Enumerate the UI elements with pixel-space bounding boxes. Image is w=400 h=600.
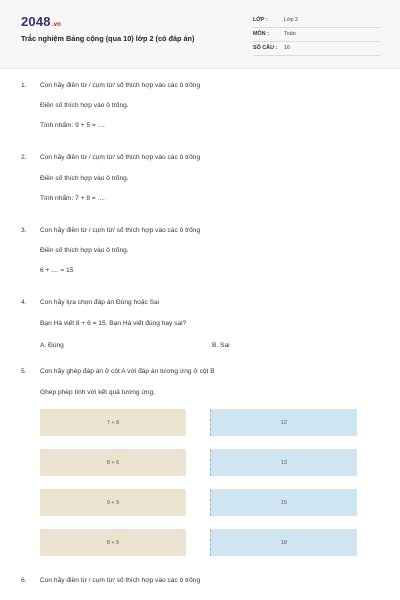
question-instruction: Bạn Hà viết 8 + 6 = 15. Bạn Hà viết đúng hay sai? bbox=[40, 320, 187, 327]
question-content: 6 + .... = 15 bbox=[40, 267, 74, 274]
match-item-column-a[interactable]: 7 + 8 bbox=[40, 409, 186, 436]
match-item-column-b[interactable]: 18 bbox=[210, 529, 357, 556]
logo-text: 2048 bbox=[21, 14, 51, 29]
logo-suffix: .vn bbox=[51, 22, 62, 28]
question-prompt: Con hãy điền từ / cụm từ/ số thích hợp vào các ô trống bbox=[40, 154, 201, 161]
match-item-column-a[interactable]: 9 + 9 bbox=[40, 489, 186, 516]
document-title: Trắc nghiệm Bảng cộng (qua 10) lớp 2 (có đáp án) bbox=[21, 34, 195, 43]
question-instruction: Ghép phép tính với kết quả tương ứng. bbox=[40, 389, 155, 396]
question-content: Tính nhẩm: 9 + 5 = .... bbox=[40, 122, 105, 129]
match-item-column-a[interactable]: 8 + 5 bbox=[40, 529, 186, 556]
question-number: 3. bbox=[21, 227, 27, 234]
match-item-column-b[interactable]: 12 bbox=[210, 409, 357, 436]
meta-row-count bbox=[253, 42, 381, 56]
answer-option-true[interactable]: A. Đúng bbox=[40, 342, 64, 349]
question-number: 1. bbox=[21, 82, 27, 89]
question-prompt: Con hãy điền từ / cụm từ/ số thích hợp vào các ô trống bbox=[40, 227, 201, 234]
question-number: 5. bbox=[21, 368, 27, 375]
question-prompt: Con hãy điền từ / cụm từ/ số thích hợp vào các ô trống bbox=[40, 82, 201, 89]
match-item-column-b[interactable]: 15 bbox=[210, 489, 357, 516]
meta-key: LỚP : bbox=[253, 17, 268, 23]
match-item-column-a[interactable]: 8 + 6 bbox=[40, 449, 186, 476]
header-divider bbox=[0, 68, 400, 69]
question-number: 2. bbox=[21, 154, 27, 161]
meta-value: Lớp 2 bbox=[284, 17, 299, 23]
question-prompt: Con hãy điền từ / cụm từ/ số thích hợp vào các ô trống bbox=[40, 577, 201, 584]
match-item-column-b[interactable]: 13 bbox=[210, 449, 357, 476]
question-prompt: Con hãy lựa chọn đáp án Đúng hoặc Sai bbox=[40, 299, 160, 306]
meta-key: SỐ CÂU : bbox=[253, 45, 278, 51]
question-instruction: Điền số thích hợp vào ô trống. bbox=[40, 175, 129, 182]
meta-value: Toán bbox=[284, 31, 296, 37]
question-content: Tính nhẩm: 7 + 8 = .... bbox=[40, 195, 105, 202]
meta-value: 16 bbox=[284, 45, 290, 51]
question-number: 4. bbox=[21, 299, 27, 306]
meta-row-subject bbox=[253, 28, 381, 42]
meta-key: MÔN : bbox=[253, 31, 269, 37]
question-instruction: Điền số thích hợp vào ô trống. bbox=[40, 247, 129, 254]
question-prompt: Con hãy ghép đáp án ở cột A với đáp án tương ứng ở cột B bbox=[40, 368, 215, 375]
question-instruction: Điền số thích hợp vào ô trống. bbox=[40, 102, 129, 109]
question-number: 6. bbox=[21, 577, 27, 584]
answer-option-false[interactable]: B. Sai bbox=[212, 342, 230, 349]
meta-row-class bbox=[253, 14, 381, 28]
document-header bbox=[0, 0, 400, 68]
site-logo[interactable] bbox=[21, 14, 61, 29]
